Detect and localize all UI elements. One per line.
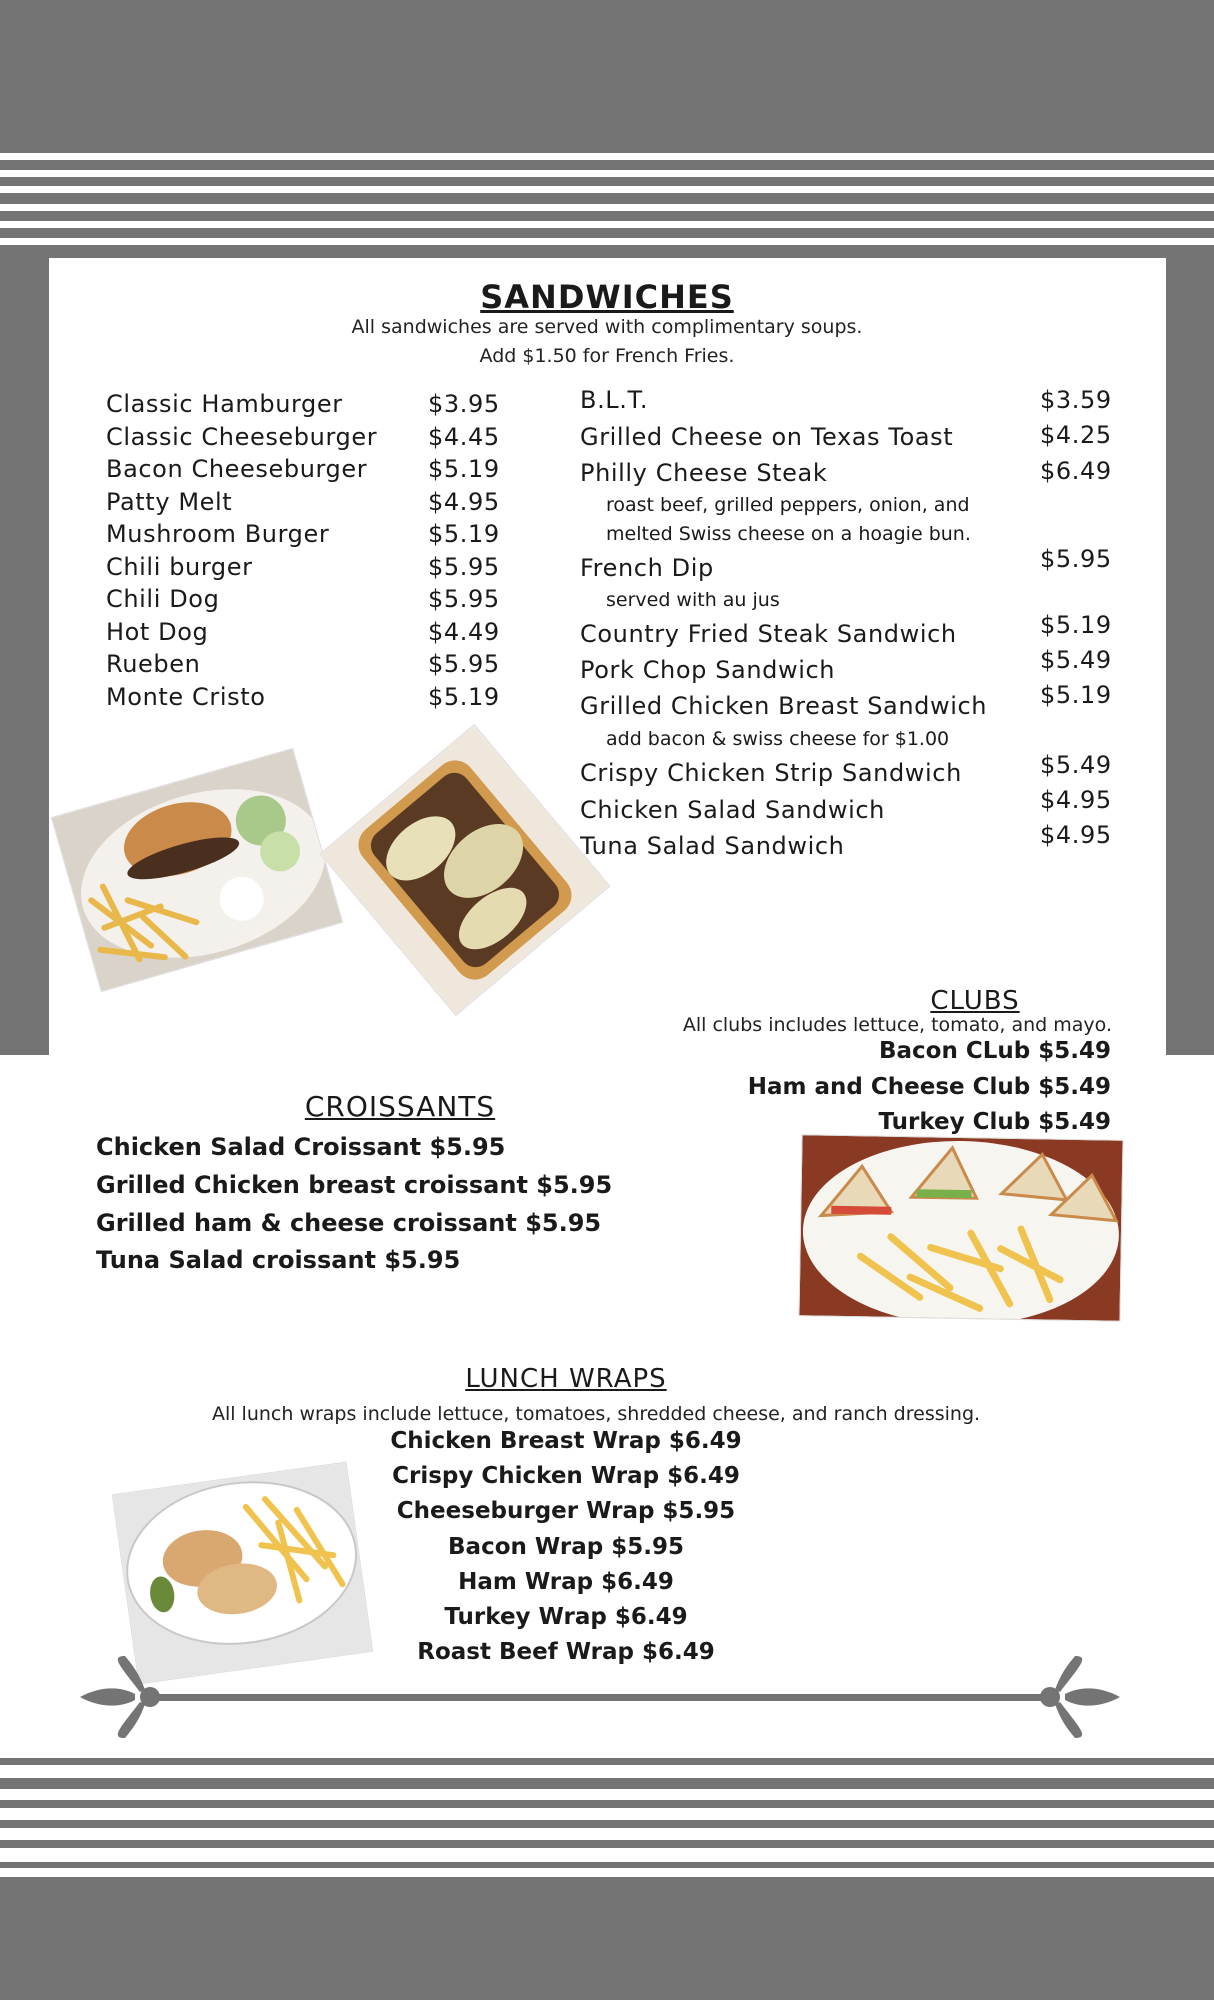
menu-item-price: $5.49	[1040, 646, 1112, 674]
menu-item-price: $4.95	[1040, 821, 1112, 849]
menu-item-price: $5.49	[1040, 751, 1112, 779]
menu-item-name: Classic Hamburger	[106, 390, 343, 418]
wrap-item: Turkey Wrap $6.49	[444, 1604, 688, 1630]
menu-item-description: melted Swiss cheese on a hoagie bun.	[606, 523, 971, 545]
wrap-item: Crispy Chicken Wrap $6.49	[392, 1463, 740, 1489]
menu-item-name: Crispy Chicken Strip Sandwich	[580, 759, 962, 787]
decorative-fleur-divider	[80, 1656, 1120, 1738]
menu-item-name: B.L.T.	[580, 386, 649, 414]
croissant-item: Chicken Salad Croissant $5.95	[96, 1133, 506, 1161]
top-stripe	[0, 221, 1214, 228]
menu-item-name: French Dip	[580, 554, 714, 582]
top-stripe	[0, 170, 1214, 177]
menu-item-price: $4.45	[428, 423, 500, 451]
menu-item-price: $6.49	[1040, 457, 1112, 485]
menu-item-price: $5.19	[428, 455, 500, 483]
clubs-title: CLUBS	[930, 986, 1020, 1016]
menu-item-price: $4.95	[428, 488, 500, 516]
sandwiches-title: SANDWICHES	[480, 278, 734, 316]
menu-item-price: $4.95	[1040, 786, 1112, 814]
menu-item-name: Chicken Salad Sandwich	[580, 796, 885, 824]
menu-item-name: Chili Dog	[106, 585, 220, 613]
bottom-stripe	[0, 1778, 1214, 1789]
bottom-stripe	[0, 1862, 1214, 1868]
menu-item-price: $5.19	[428, 520, 500, 548]
club-item: Turkey Club $5.49	[878, 1109, 1111, 1135]
croissant-item: Grilled ham & cheese croissant $5.95	[96, 1209, 602, 1237]
menu-item-name: Pork Chop Sandwich	[580, 656, 836, 684]
menu-item-name: Classic Cheeseburger	[106, 423, 378, 451]
club-item: Bacon CLub $5.49	[879, 1038, 1111, 1064]
bottom-stripe	[0, 1840, 1214, 1848]
lunch-wraps-note: All lunch wraps include lettuce, tomatoes, shredded cheese, and ranch dressing.	[211, 1403, 981, 1425]
menu-item-name: Grilled Cheese on Texas Toast	[580, 423, 954, 451]
top-stripe	[0, 186, 1214, 193]
croissants-title: CROISSANTS	[304, 1090, 496, 1123]
sandwiches-note-soups: All sandwiches are served with complimentary soups.	[351, 316, 863, 338]
menu-item-price: $5.95	[428, 650, 500, 678]
top-stripe	[0, 153, 1214, 160]
menu-item-name: Tuna Salad Sandwich	[580, 832, 845, 860]
menu-item-description: served with au jus	[606, 589, 780, 611]
menu-item-price: $5.95	[1040, 545, 1112, 573]
wrap-item: Cheeseburger Wrap $5.95	[396, 1498, 736, 1524]
menu-item-name: Philly Cheese Steak	[580, 459, 828, 487]
wrap-and-fries-photo	[113, 1463, 372, 1684]
menu-item-name: Monte Cristo	[106, 683, 266, 711]
bottom-stripe	[0, 1758, 1214, 1765]
wrap-item: Chicken Breast Wrap $6.49	[390, 1428, 742, 1454]
menu-item-name: Chili burger	[106, 553, 253, 581]
club-sandwich-photo	[799, 1135, 1122, 1321]
bottom-gray-background	[0, 1877, 1214, 2000]
menu-item-name: Mushroom Burger	[106, 520, 330, 548]
menu-item-price: $3.59	[1040, 386, 1112, 414]
menu-item-price: $5.19	[1040, 681, 1112, 709]
menu-item-price: $4.25	[1040, 421, 1112, 449]
croissant-item: Grilled Chicken breast croissant $5.95	[96, 1171, 613, 1199]
clubs-note: All clubs includes lettuce, tomato, and mayo.	[682, 1014, 1112, 1036]
bottom-stripe	[0, 1800, 1214, 1808]
menu-item-name: Patty Melt	[106, 488, 233, 516]
menu-item-description: roast beef, grilled peppers, onion, and	[606, 494, 970, 516]
lunch-wraps-title: LUNCH WRAPS	[465, 1364, 667, 1394]
menu-item-name: Hot Dog	[106, 618, 209, 646]
club-item: Ham and Cheese Club $5.49	[747, 1074, 1111, 1100]
sandwiches-note-fries: Add $1.50 for French Fries.	[479, 345, 735, 367]
menu-item-price: $5.19	[428, 683, 500, 711]
menu-item-price: $5.19	[1040, 611, 1112, 639]
menu-item-description: add bacon & swiss cheese for $1.00	[606, 728, 950, 750]
menu-item-name: Country Fried Steak Sandwich	[580, 620, 957, 648]
top-stripe	[0, 204, 1214, 211]
top-stripe	[0, 238, 1214, 245]
wrap-item: Bacon Wrap $5.95	[448, 1534, 684, 1560]
menu-item-price: $3.95	[428, 390, 500, 418]
menu-item-name: Bacon Cheeseburger	[106, 455, 368, 483]
menu-item-price: $5.95	[428, 585, 500, 613]
menu-item-price: $4.49	[428, 618, 500, 646]
wrap-item: Ham Wrap $6.49	[458, 1569, 674, 1595]
bottom-stripe	[0, 1820, 1214, 1828]
menu-item-name: Rueben	[106, 650, 201, 678]
menu-item-name: Grilled Chicken Breast Sandwich	[580, 692, 988, 720]
wrap-item: Roast Beef Wrap $6.49	[417, 1639, 715, 1665]
menu-item-price: $5.95	[428, 553, 500, 581]
croissant-item: Tuna Salad croissant $5.95	[96, 1246, 461, 1274]
